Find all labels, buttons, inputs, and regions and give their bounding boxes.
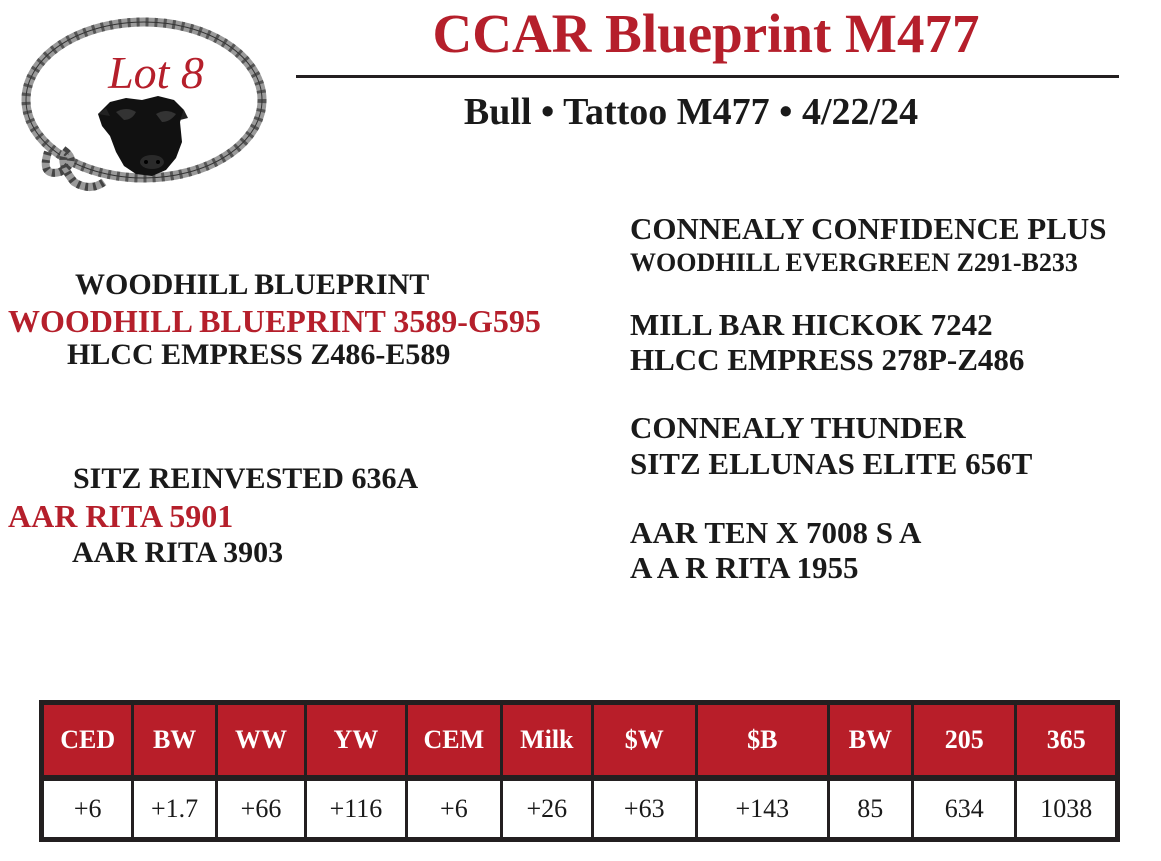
epd-header-ww: WW	[216, 703, 305, 779]
epd-value-205: 634	[912, 778, 1015, 840]
epd-header-b-index: $B	[696, 703, 828, 779]
epd-value-cem: +6	[406, 778, 501, 840]
dam-sire-dam: SITZ ELLUNAS ELITE 656T	[630, 446, 1033, 481]
sire-sire-sire: CONNEALY CONFIDENCE PLUS	[630, 211, 1107, 246]
dam-dam-sire: AAR TEN X 7008 S A	[630, 515, 922, 550]
epd-header-bw: BW	[133, 703, 216, 779]
epd-value-actual-bw: 85	[828, 778, 912, 840]
epd-value-bw: +1.7	[133, 778, 216, 840]
epd-value-row	[42, 778, 1118, 840]
epd-value-ced: +6	[42, 778, 133, 840]
epd-header-cem: CEM	[406, 703, 501, 779]
epd-table	[39, 700, 1120, 842]
sire-dam: HLCC EMPRESS Z486-E589	[67, 338, 451, 371]
sire-sire: WOODHILL BLUEPRINT	[75, 268, 430, 301]
epd-value-milk: +26	[502, 778, 592, 840]
epd-header-row	[42, 703, 1118, 779]
black-angus-cow-icon	[96, 92, 188, 178]
dam: AAR RITA 5901	[8, 498, 234, 534]
epd-value-b-index: +143	[696, 778, 828, 840]
title-rule	[296, 75, 1119, 78]
epd-header-205: 205	[912, 703, 1015, 779]
dam-sire-sire: CONNEALY THUNDER	[630, 410, 966, 445]
sire-dam-sire: MILL BAR HICKOK 7242	[630, 307, 993, 342]
animal-title: CCAR Blueprint M477	[432, 3, 980, 64]
epd-value-ww: +66	[216, 778, 305, 840]
epd-header-w-index: $W	[592, 703, 696, 779]
epd-header-365: 365	[1016, 703, 1118, 779]
animal-subtitle: Bull • Tattoo M477 • 4/22/24	[463, 91, 919, 133]
lot-label: Lot 8	[108, 47, 204, 98]
epd-value-yw: +116	[306, 778, 406, 840]
sire: WOODHILL BLUEPRINT 3589-G595	[8, 303, 541, 339]
sire-sire-dam: WOODHILL EVERGREEN Z291-B233	[630, 248, 1078, 277]
epd-header-ced: CED	[42, 703, 133, 779]
epd-header-yw: YW	[306, 703, 406, 779]
epd-header-milk: Milk	[502, 703, 592, 779]
dam-dam: AAR RITA 3903	[72, 536, 284, 569]
epd-value-w-index: +63	[592, 778, 696, 840]
epd-header-actual-bw: BW	[828, 703, 912, 779]
sire-dam-dam: HLCC EMPRESS 278P-Z486	[630, 342, 1025, 377]
epd-value-365: 1038	[1016, 778, 1118, 840]
dam-dam-dam: A A R RITA 1955	[630, 550, 859, 585]
dam-sire: SITZ REINVESTED 636A	[73, 462, 419, 495]
